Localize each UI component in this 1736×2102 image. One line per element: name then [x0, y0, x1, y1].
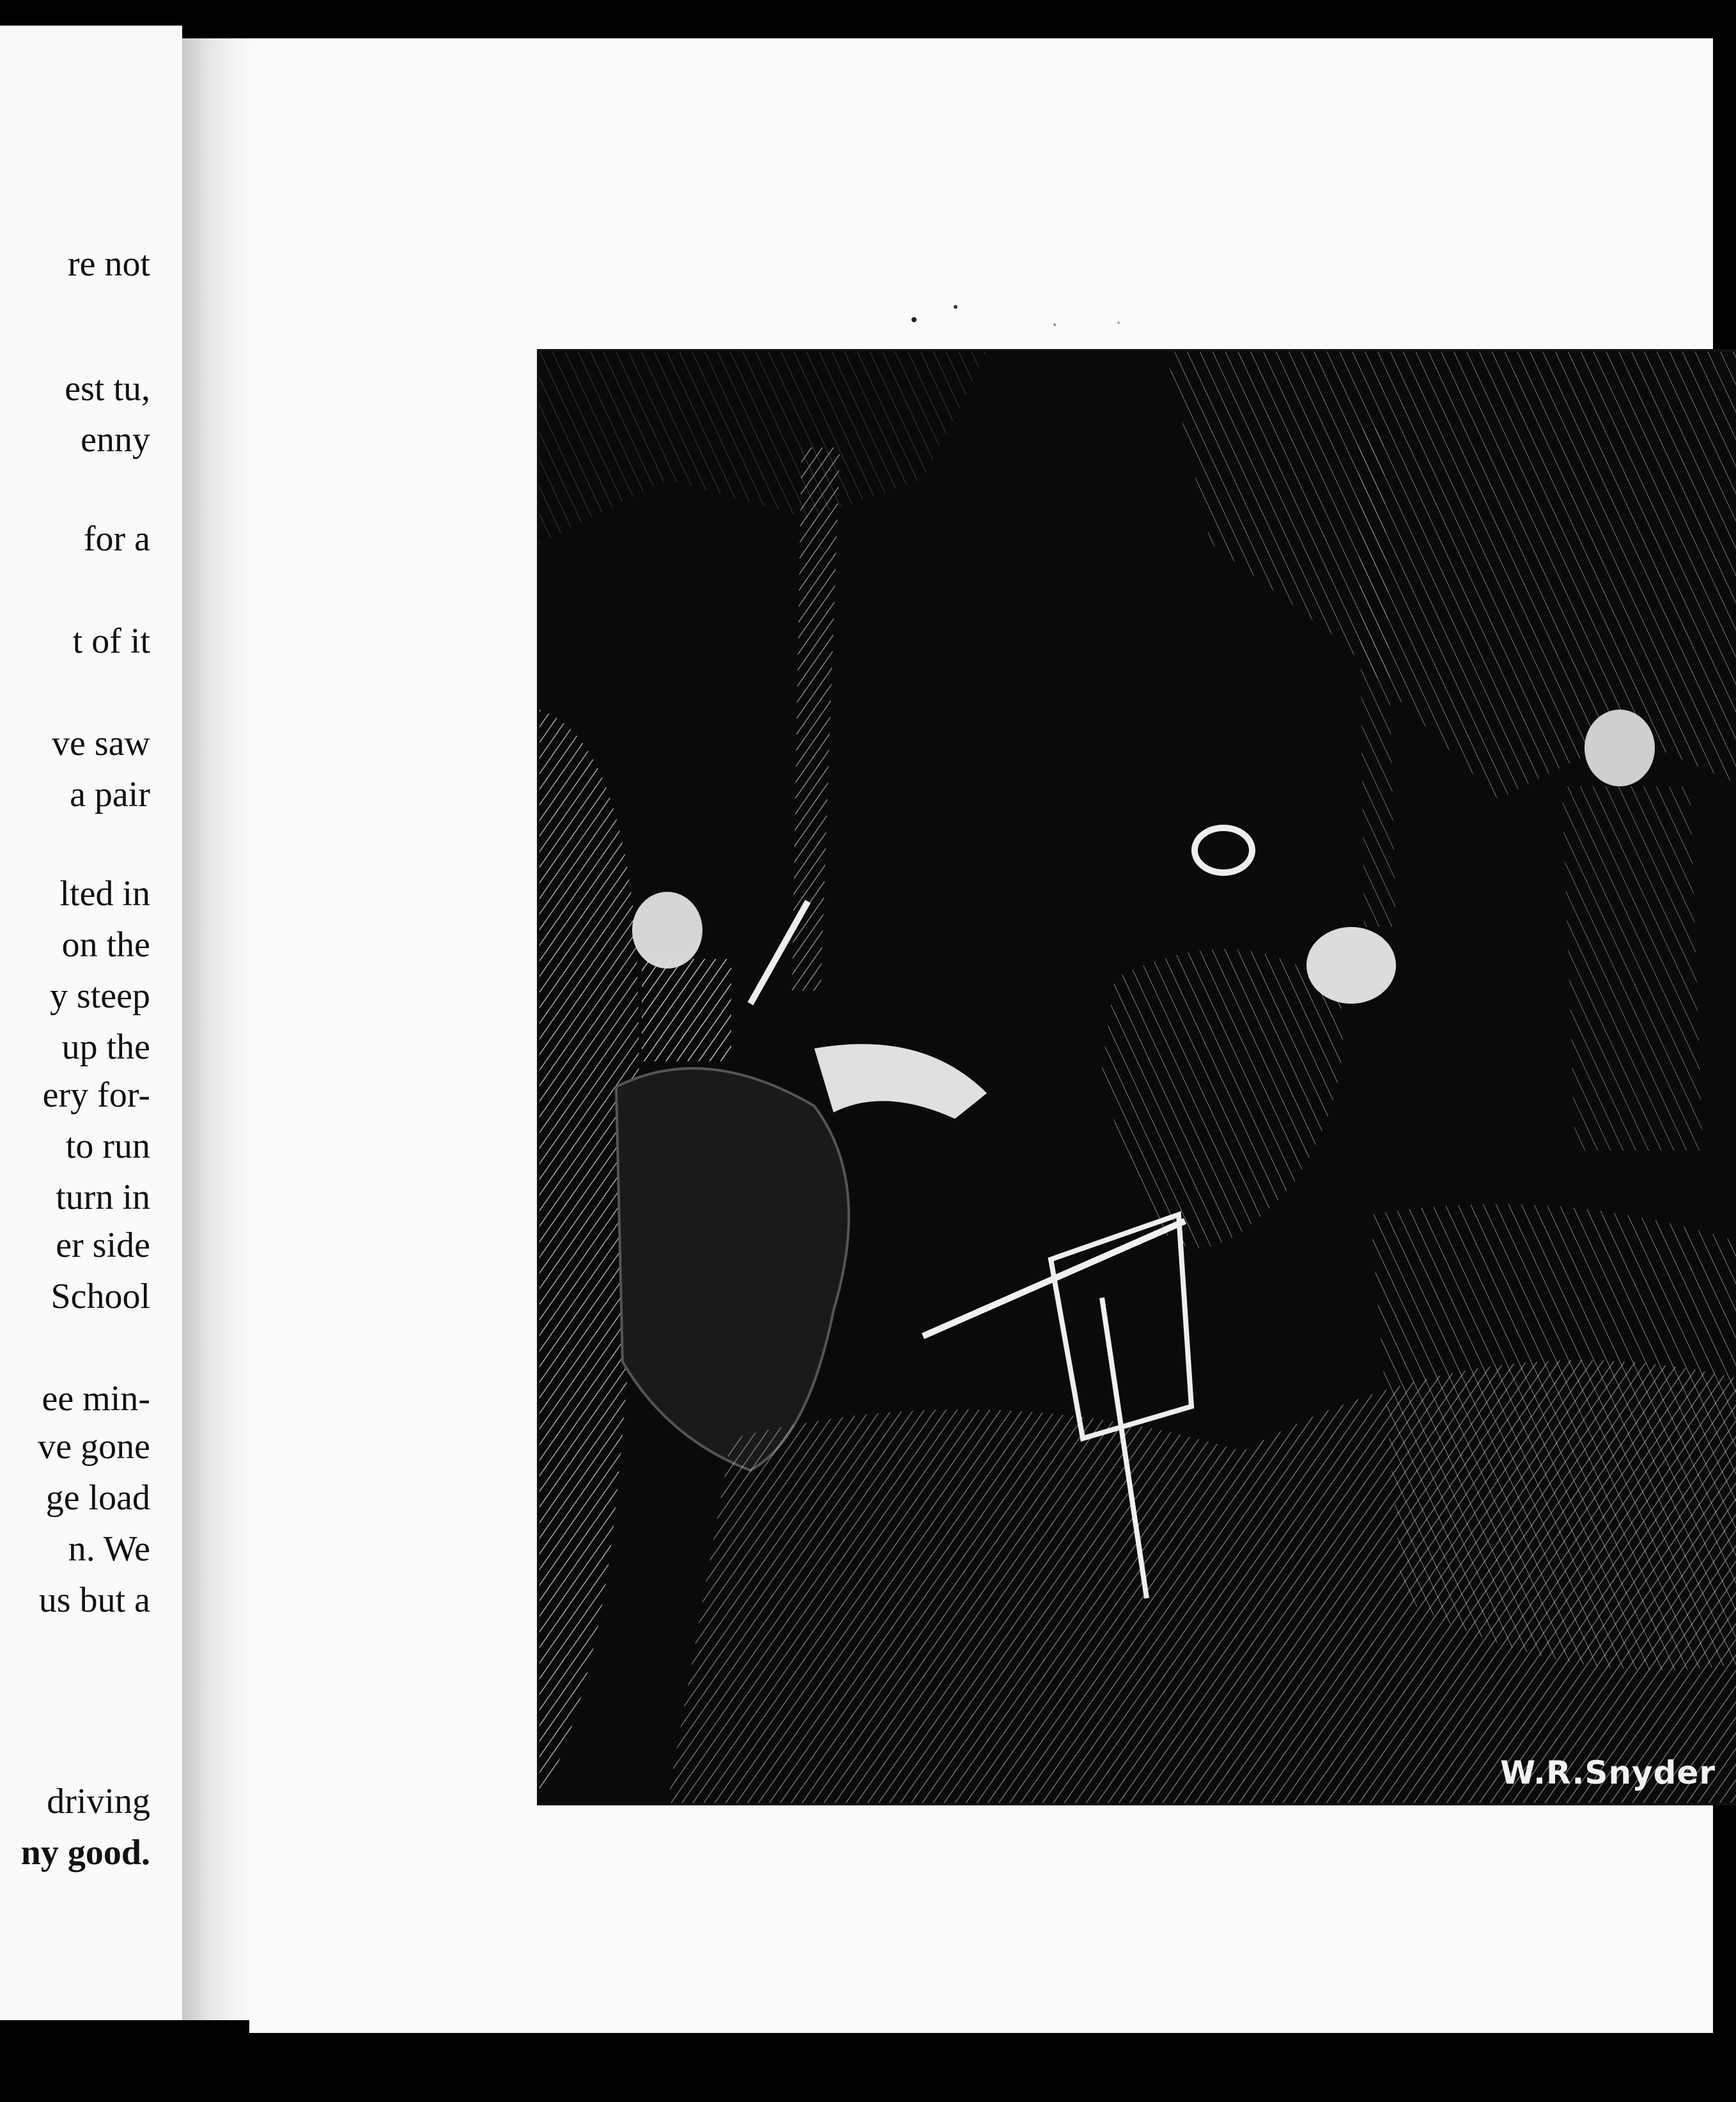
text-line: for a [83, 519, 150, 559]
forest-scene [539, 352, 1736, 1803]
text-line: turn in [56, 1178, 150, 1217]
text-line: us but a [38, 1580, 150, 1620]
text-line: a pair [70, 775, 150, 814]
text-line: ve gone [38, 1427, 150, 1467]
text-line: up the [61, 1027, 150, 1067]
text-line: y steep [49, 976, 150, 1016]
text-line: School [50, 1277, 150, 1316]
text-line: ny good. [20, 1833, 150, 1872]
paper-specks [908, 294, 1163, 332]
text-line: lted in [59, 874, 150, 914]
text-line: est tu, [65, 369, 150, 409]
text-line: on the [61, 925, 150, 965]
text-line: ery for- [42, 1075, 150, 1115]
text-line: ge load [45, 1478, 150, 1518]
text-line: ve saw [52, 724, 150, 763]
text-line: t of it [72, 621, 150, 661]
right-page [249, 38, 1716, 2033]
engraving-illustration [537, 349, 1736, 1805]
left-page [0, 26, 182, 2020]
text-line: to run [65, 1126, 150, 1166]
artist-signature: W.R.Snyder [1500, 1754, 1716, 1791]
text-line: driving [47, 1782, 150, 1821]
book-gutter [182, 38, 252, 2020]
text-line: er side [56, 1226, 150, 1265]
text-line: n. We [68, 1529, 150, 1569]
text-line: re not [67, 244, 150, 284]
text-line: enny [81, 420, 150, 460]
text-line: ee min- [42, 1379, 150, 1419]
